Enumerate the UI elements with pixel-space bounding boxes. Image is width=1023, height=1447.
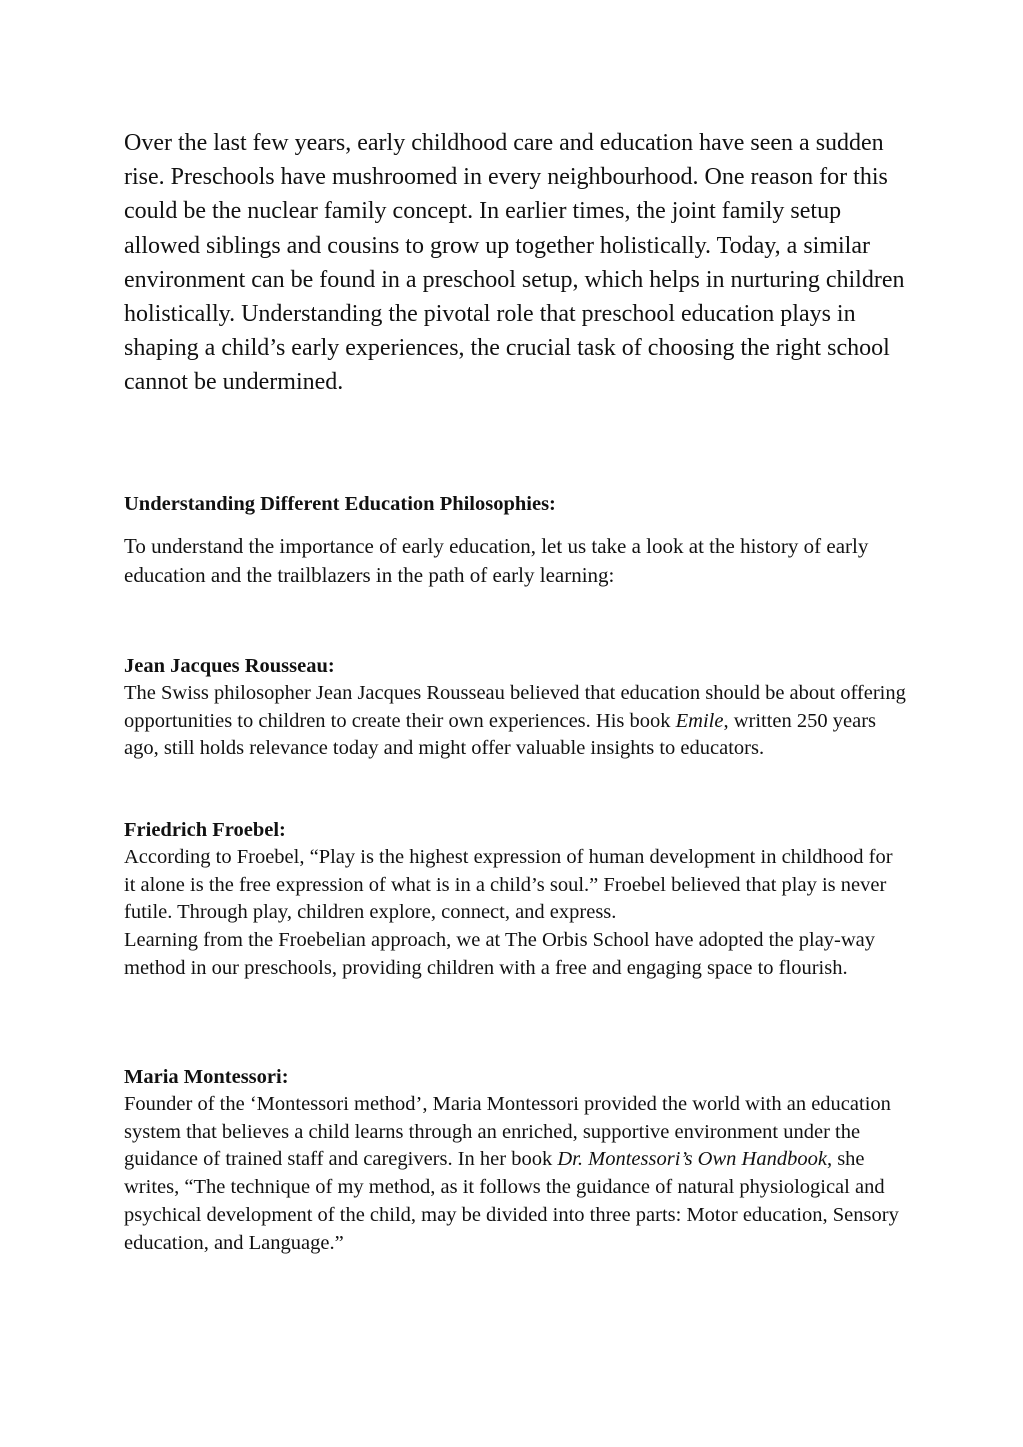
montessori-section — [124, 1063, 909, 1257]
rousseau-text-before: The Swiss philosopher Jean Jacques Rousseau believed that education should be about offering opportunities to children to create their own experiences. His book — [124, 682, 906, 732]
section-intro-paragraph: To understand the importance of early education, let us take a look at the history of early education and the trailblazers in the path of early learning: — [124, 534, 869, 587]
froebel-section — [124, 816, 909, 983]
rousseau-book-title: Emile — [675, 709, 724, 732]
montessori-heading: Maria Montessori: — [124, 1066, 289, 1088]
rousseau-text-after: , written 250 years ago, still holds relevance today and might offer valuable insights to educators. — [124, 709, 877, 760]
rousseau-paragraph — [124, 680, 909, 763]
intro-paragraph: Over the last few years, early childhood care and education have seen a sudden rise. Preschools have mushroomed in every neighbourhood. One reason for this could be the nuclear family concept. In earlier times, the joint family setup allowed siblings and cousins to grow up together holistically. Today, a similar environment can be found in a preschool setup, which helps in nurturing children holistically. Understanding the pivotal role that preschool education plays in shaping a child’s early experiences, the crucial task of choosing the right school cannot be undermined. — [124, 130, 905, 396]
froebel-heading: Friedrich Froebel: — [124, 819, 286, 841]
rousseau-heading: Jean Jacques Rousseau: — [124, 655, 335, 677]
montessori-text-before: Founder of the ‘Montessori method’, Maria Montessori provided the world with an education system that believes a child learns through an enriched, supportive environment under the guidance of trained staff and caregivers. In her book — [124, 1093, 891, 1171]
montessori-text-after: , she writes, “The technique of my method, as it follows the guidance of natural physiological and psychical development of the child, may be divided into three parts: Motor education, Sensory education, and Language.” — [124, 1148, 899, 1254]
montessori-paragraph — [124, 1091, 909, 1257]
montessori-book-title: Dr. Montessori’s Own Handbook — [557, 1148, 827, 1171]
froebel-paragraph-2: Learning from the Froebelian approach, we at The Orbis School have adopted the play-way method in our preschools, providing children with a free and engaging space to flourish. — [124, 929, 876, 979]
section-heading: Understanding Different Education Philosophies: — [124, 493, 556, 515]
document-page — [124, 126, 914, 1254]
froebel-paragraph-1: According to Froebel, “Play is the highest expression of human development in childhood for it alone is the free expression of what is in a child’s soul.” Froebel believed that play is never futile. Through play, children explore, connect, and express. — [124, 846, 893, 924]
rousseau-section — [124, 652, 909, 763]
